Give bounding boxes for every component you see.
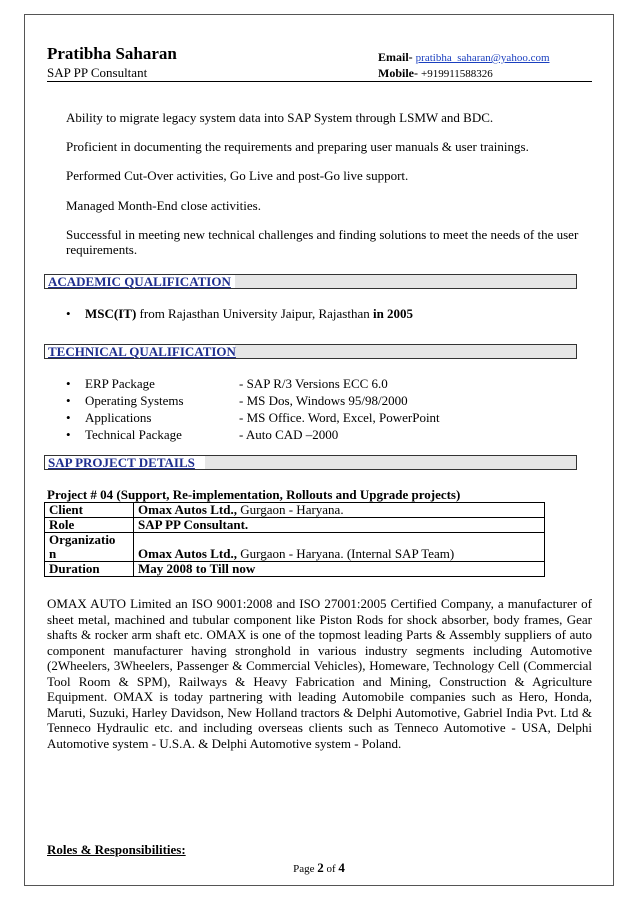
technical-value: - SAP R/3 Versions ECC 6.0 [239, 376, 388, 391]
role-label: Role [45, 518, 134, 533]
technical-value: - MS Office. Word, Excel, PowerPoint [239, 410, 440, 425]
bullet-icon: • [66, 427, 71, 442]
summary-item: Managed Month-End close activities. [66, 198, 261, 213]
technical-value: - MS Dos, Windows 95/98/2000 [239, 393, 408, 408]
duration-label: Duration [45, 562, 134, 577]
of-word: of [323, 863, 339, 875]
table-row [45, 533, 545, 562]
email-line [378, 50, 550, 65]
role-value: SAP PP Consultant. [134, 518, 545, 533]
page-total: 4 [338, 860, 345, 875]
degree: MSC(IT) [85, 306, 137, 321]
summary-item: Ability to migrate legacy system data into SAP System through LSMW and BDC. [66, 110, 494, 125]
mobile-number: +919911588326 [421, 68, 493, 80]
page-word: Page [293, 863, 318, 875]
section-title: TECHNICAL QUALIFICATION [48, 344, 236, 359]
company-description: OMAX AUTO Limited an ISO 9001:2008 and ISO 27001:2005 Certified Company, a manufacturer of sheet metal, machined and tubular component like Piston Rods for shock absorber, body frames, Gear shafts & rocker arm shaft etc. OMAX is one of the topmost leading Parts & Assembly suppliers of auto component manufacturer having stronghold in various industry segments including Automotive (2Wheelers, 3Wheelers, Passenger & Commercial Vehicles), Homeware, Technology Cell (Commercial Tool Room & SPM), Railways & Heavy Fabrication and Mining, Construction & Agriculture Equipment. OMAX is today partnering with leading Automobile companies such as Hero, Honda, Maruti, Suzuki, Harley Davidson, New Holland tractors & Delphi Automotive, Gabriel India Pvt. Ltd & Tenneco Hydraulic etc. and including overseas clients such as Tenneco Automotive - USA, Delphi Automotive system - U.S.A. & Delphi Automotive system - Poland. [47, 596, 592, 751]
summary-item: Proficient in documenting the requirements and preparing user manuals & user trainings. [66, 139, 529, 154]
technical-key: Technical Package [85, 427, 182, 442]
degree-year: in 2005 [372, 306, 414, 321]
technical-key: Operating Systems [85, 393, 184, 408]
academic-section-heading [44, 274, 577, 289]
table-row [45, 503, 545, 518]
mobile-line [378, 66, 493, 81]
organization-label: Organizatio n [45, 533, 134, 562]
client-label: Client [45, 503, 134, 518]
page-footer [0, 860, 638, 876]
header-divider [47, 81, 592, 82]
summary-item: Successful in meeting new technical challenges and finding solutions to meet the needs of the user requirements. [66, 227, 579, 257]
project-title: Project # 04 (Support, Re-implementation, Rollouts and Upgrade projects) [47, 487, 461, 502]
bullet-icon: • [66, 410, 71, 425]
bullet-icon: • [66, 393, 71, 408]
technical-key: Applications [85, 410, 152, 425]
table-row [45, 518, 545, 533]
organization-value: Omax Autos Ltd., Gurgaon - Haryana. (Internal SAP Team) [134, 533, 545, 562]
sap-project-section-heading [44, 455, 577, 470]
email-link[interactable]: pratibha_saharan@yahoo.com [415, 52, 550, 64]
candidate-name: Pratibha Saharan [47, 44, 177, 63]
mobile-label: Mobile- [378, 66, 418, 80]
technical-value: - Auto CAD –2000 [239, 427, 339, 442]
page-number: 2 [317, 860, 324, 875]
bullet-icon: • [66, 306, 71, 321]
candidate-role: SAP PP Consultant [47, 65, 148, 80]
technical-key: ERP Package [85, 376, 155, 391]
project-details-table [44, 502, 545, 577]
table-row [45, 562, 545, 577]
section-title: SAP PROJECT DETAILS [48, 455, 195, 470]
summary-item: Performed Cut-Over activities, Go Live and post-Go live support. [66, 168, 409, 183]
technical-section-heading [44, 344, 577, 359]
university: from Rajasthan University Jaipur, Rajasthan [136, 306, 373, 321]
email-label: Email- [378, 50, 413, 64]
section-title: ACADEMIC QUALIFICATION [48, 274, 231, 289]
duration-value: May 2008 to Till now [134, 562, 545, 577]
roles-heading: Roles & Responsibilities: [47, 842, 186, 857]
client-value: Omax Autos Ltd., Gurgaon - Haryana. [134, 503, 545, 518]
bullet-icon: • [66, 376, 71, 391]
